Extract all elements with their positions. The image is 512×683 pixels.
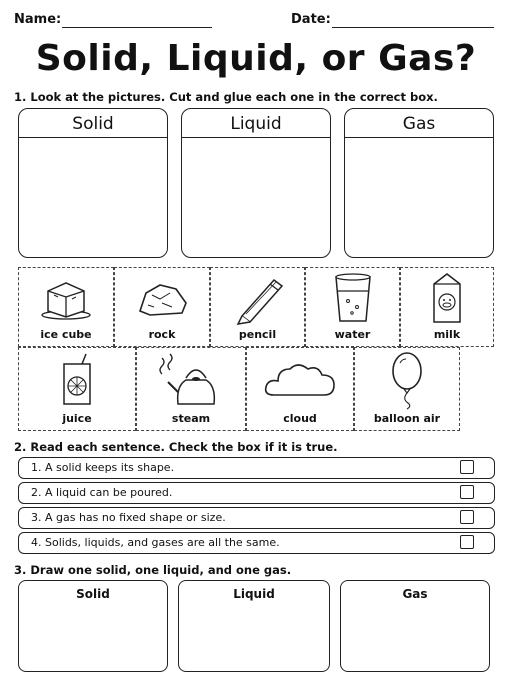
cutout-label: pencil: [238, 328, 277, 341]
draw-box-gas-title: Gas: [402, 587, 428, 601]
cutout-label: steam: [171, 412, 211, 425]
statement-checkbox[interactable]: [460, 510, 474, 524]
cutout-pencil[interactable]: [210, 267, 305, 347]
cutout-label: juice: [62, 412, 92, 425]
cutout-label: milk: [433, 328, 461, 341]
cutout-rock[interactable]: [114, 267, 210, 347]
sort-box-gas-title: Gas: [345, 109, 493, 138]
statement-row: [18, 482, 495, 504]
statement-row: [18, 532, 495, 554]
draw-box-liquid-title: Liquid: [233, 587, 275, 601]
cutout-label: balloon air: [373, 412, 441, 425]
sort-box-gas[interactable]: [344, 108, 494, 258]
pencil-icon: [228, 268, 288, 328]
statement-text: 1. A solid keeps its shape.: [31, 461, 175, 474]
date-field[interactable]: [332, 27, 494, 28]
cutout-steam[interactable]: [136, 347, 246, 431]
sort-box-liquid[interactable]: [181, 108, 331, 258]
cutout-balloon-air[interactable]: [354, 347, 460, 431]
draw-box-solid-title: Solid: [76, 587, 110, 601]
milk-carton-icon: [424, 268, 470, 328]
cutout-cloud[interactable]: [246, 347, 354, 431]
cloud-icon: [260, 348, 340, 412]
sort-box-solid-title: Solid: [19, 109, 167, 138]
statement-text: 2. A liquid can be poured.: [31, 486, 173, 499]
sort-box-liquid-title: Liquid: [182, 109, 330, 138]
juice-box-icon: [52, 348, 102, 412]
statement-checkbox[interactable]: [460, 535, 474, 549]
balloon-icon: [382, 348, 432, 412]
draw-box-solid[interactable]: [18, 580, 168, 672]
section3-instruction: 3. Draw one solid, one liquid, and one gas.: [14, 563, 292, 577]
cutout-label: water: [334, 328, 371, 341]
statement-checkbox[interactable]: [460, 460, 474, 474]
cutout-label: ice cube: [40, 328, 92, 341]
statement-text: 4. Solids, liquids, and gases are all the same.: [31, 536, 280, 549]
name-label: Name:: [14, 12, 62, 27]
sort-box-solid[interactable]: [18, 108, 168, 258]
statement-row: [18, 457, 495, 479]
cutout-water[interactable]: [305, 267, 400, 347]
ice-cube-icon: [36, 268, 96, 328]
date-label: Date:: [291, 12, 331, 27]
statement-checkbox[interactable]: [460, 485, 474, 499]
kettle-steam-icon: [156, 348, 226, 412]
rock-icon: [132, 268, 192, 328]
statement-text: 3. A gas has no fixed shape or size.: [31, 511, 226, 524]
worksheet-title: Solid, Liquid, or Gas?: [35, 38, 477, 79]
water-glass-icon: [328, 268, 378, 328]
draw-box-gas[interactable]: [340, 580, 490, 672]
section2-instruction: 2. Read each sentence. Check the box if it is true.: [14, 440, 338, 454]
statement-row: [18, 507, 495, 529]
cutout-milk[interactable]: [400, 267, 494, 347]
cutout-ice-cube[interactable]: [18, 267, 114, 347]
cutout-juice[interactable]: [18, 347, 136, 431]
cutout-label: rock: [148, 328, 176, 341]
draw-box-liquid[interactable]: [178, 580, 330, 672]
section1-instruction: 1. Look at the pictures. Cut and glue each one in the correct box.: [14, 90, 438, 104]
cutout-label: cloud: [283, 412, 317, 425]
name-field[interactable]: [62, 27, 212, 28]
